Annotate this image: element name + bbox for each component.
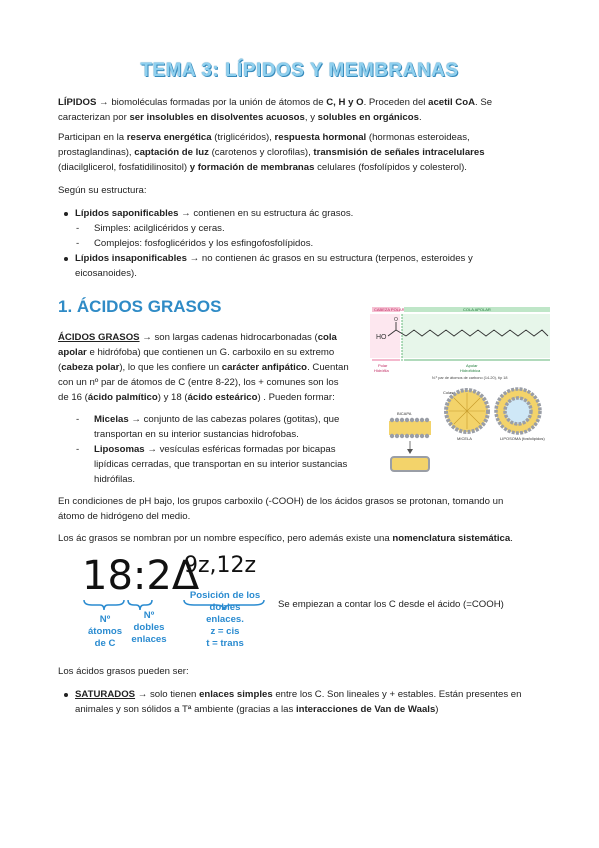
text: , y [304,112,318,123]
text: ser insolubles en disolventes acuosos [129,112,305,123]
text: ) y 18 ( [157,392,188,403]
sub-item-simples: Simples: acilglicéridos y ceras. [94,223,225,234]
text: transmisión de señales intracelulares [313,147,485,158]
polar-label: Polar [378,363,388,368]
text: → contienen en su estructura ác grasos. [178,208,354,219]
ph-line-2: átomo de hidrógeno del medio. [58,511,191,522]
brace-atoms [84,600,124,610]
text: (triglicéridos), [211,132,275,143]
text: . Se [475,97,493,108]
text: . Cuentan [307,362,349,373]
sub-item: - [76,414,80,425]
saturados-label: SATURADOS [75,689,136,700]
micelle-illustration [443,390,488,441]
colas-label: Colas [443,390,454,395]
text: C, H y O [326,97,364,108]
micelas-line [94,412,339,427]
bullet [64,257,68,261]
text: ) [435,704,439,715]
intro-line-2 [58,110,422,125]
text: y formación de membranas [189,162,315,173]
hidrofila-label: Hidrófila [374,368,389,373]
sub-item-complejos: Complejos: fosfoglicéridos y los esfingofosfolípidos. [94,238,314,249]
text: Nº [143,610,155,621]
sub-item: - [76,238,80,249]
page-title: TEMA 3: LÍPIDOS Y MEMBRANAS [140,60,459,81]
section-heading-acidos-grasos: 1. ÁCIDOS GRASOS [58,297,222,316]
text: de C [94,638,116,649]
intro-line-1 [58,95,492,110]
bicapa-label: BICAPA [397,411,412,416]
text: → conjunto de las cabezas polares (gotitas), que [128,414,340,425]
brace-double-bonds [128,600,152,610]
text: Micelas [94,414,129,425]
oxygen-label: O [394,317,398,323]
text: solubles en orgánicos [317,112,419,123]
text: Posición de los [189,590,261,601]
functions-line-1 [58,130,470,145]
text: dobles [133,622,165,633]
types-intro: Los ácidos grasos pueden ser: [58,666,189,677]
formula-side-note: Se empiezan a contar los C desde el ácido (=COOH) [278,599,504,610]
insaponificables-line [75,251,473,266]
functions-line-2 [58,145,485,160]
text: . [510,533,513,544]
arrow-head [407,449,413,454]
text: ( [58,362,62,373]
liposome-inner [505,398,531,424]
text: nomenclatura sistemática [392,533,511,544]
text: celulares (fosfolípidos y colesterol). [314,162,467,173]
text: captación de luz [134,147,209,158]
text: e hidrófoba) que contienen un G. carboxilo en su extremo [86,347,335,358]
formula-superscript: 9z,12z [184,553,257,578]
micelle-liposome-figure [385,385,545,475]
text: (hormonas esteroideas, [366,132,470,143]
saturados-line-1 [75,687,521,702]
text: enlaces [131,634,167,645]
saturados-line-2 [75,702,438,717]
text: cola [317,332,337,343]
figure-caption: N.º par de átomos de carbono (14-20), típ 18 [432,376,508,380]
text: átomos [87,626,123,637]
label-atoms-c [82,614,128,650]
text: ácido esteárico [187,392,258,403]
bullet [64,212,68,216]
insaponificables-label: Lípidos insaponificables [75,253,187,264]
text: enlaces. [206,614,244,625]
text: apolar [58,347,87,358]
hidrofobica-label: Hidrofóbica [460,368,481,373]
text: ÁCIDOS GRASOS [58,332,140,343]
nomenclature-line [58,531,513,546]
text: animales y son sólidos a Tª ambiente (gracias a las [75,704,296,715]
sub-item: - [76,444,80,455]
formula-main: 18:2Δ [82,553,200,599]
bilayer-illustration [389,411,431,471]
label-bond-positions [180,590,270,650]
tail-label: COLA APOLAR [463,307,491,312]
fa-line-1 [58,330,337,345]
text: reserva energética [126,132,212,143]
micela-label: MICELA [457,436,472,441]
liposomas-line-3: hidrófilas. [94,474,136,485]
text: Nº [99,614,111,625]
text: ), lo que les confiere un [119,362,222,373]
bilayer-body [389,421,431,435]
functions-line-3 [58,160,467,175]
fa-line-5 [58,390,335,405]
text: ácido palmítico [87,392,158,403]
ph-line-1: En condiciones de pH bajo, los grupos carboxilo (-COOH) de los ácidos grasos se protonan, tomando un [58,496,504,507]
text: carácter anfipático [221,362,308,373]
bilayer-bottom [391,457,429,471]
text: . [418,112,422,123]
text: → son largas cadenas hidrocarbonadas ( [139,332,318,343]
text: t = trans [206,638,244,649]
text: prostaglandinas), [58,147,135,158]
text: dobles [209,602,241,613]
text: Participan en la [58,132,127,143]
lipidos-term: LÍPIDOS [58,97,97,108]
saponificables-label: Lípidos saponificables [75,208,179,219]
text: caracterizan por [58,112,130,123]
saponificables-line [75,206,353,221]
text: → biomoléculas formadas por la unión de átomos de [96,97,327,108]
text: ) . Pueden formar: [257,392,335,403]
text: entre los C. Son lineales y + estables. Están presentes en [272,689,522,700]
text: (diacilglicerol, fosfatidilinositol) [58,162,190,173]
micelas-line-2: transportan en su interior sustancias hidrofobas. [94,429,299,440]
bullet [64,693,68,697]
text: Liposomas [94,444,145,455]
liposome-illustration [496,389,545,441]
text: Los ác grasos se nombran por un nombre específico, pero además existe una [58,533,393,544]
fa-line-3 [58,360,349,375]
text: (carotenos y clorofilas), [208,147,314,158]
text: acetil CoA [428,97,476,108]
liposomas-line [94,442,336,457]
text: → solo tienen [135,689,200,700]
apolar-label: Apolar [466,363,478,368]
ho-label: HO [376,334,387,341]
text: enlaces simples [199,689,273,700]
text: de 16 ( [58,392,88,403]
text: → vesículas esféricas formadas por bicapas [144,444,336,455]
text: cabeza polar [61,362,120,373]
head-label: CABEZA POLAR [374,307,405,312]
text: z = cis [210,626,240,637]
fa-line-4: con un nº par de átomos de C (entre 8-22), los + comunes son los [58,377,339,388]
text: . Proceden del [363,97,429,108]
sub-item: - [76,223,80,234]
text: interacciones de Van de Waals [295,704,436,715]
structure-intro: Según su estructura: [58,185,147,196]
insaponificables-line-2: eicosanoides). [75,268,137,279]
text: → no contienen ác grasos en su estructura (terpenos, esteroides y [186,253,473,264]
text: respuesta hormonal [274,132,367,143]
tail-region [402,314,550,358]
label-double-bonds [126,610,172,646]
liposoma-label: LIPOSOMA (fosfolípidos) [500,436,545,441]
fa-line-2 [58,345,334,360]
fatty-acid-structure-figure [368,302,554,384]
liposomas-line-2: lipídicas cerradas, que transportan en su interior sustancias [94,459,348,470]
